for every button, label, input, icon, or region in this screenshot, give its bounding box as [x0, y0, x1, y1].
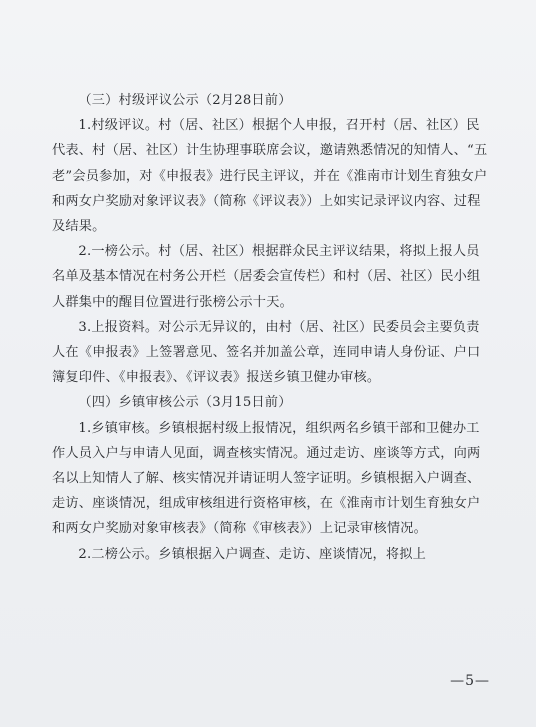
document-body — [52, 88, 492, 567]
paragraph-township-review: 1.乡镇审核。乡镇根据村级上报情况，组织两名乡镇干部和卫健办工作人员入户与申请人见面，调查核实情况。通过走访、座谈等方式，向两名以上知情人了解、核实情况并请证明人签字证明。乡镇根据入户调查、走访、座谈情况，组成审核组进行资格审核，在《淮南市计划生育独女户和两女户奖励对象审核表》（简称《审核表》）上记录审核情况。 — [52, 420, 481, 537]
paragraph-second-notice: 2.二榜公示。乡镇根据入户调查、走访、座谈情况，将拟上 — [78, 546, 427, 562]
section-heading-3: （三）村级评议公示（2月28日前） — [78, 93, 292, 108]
paragraph-first-notice: 2.一榜公示。村（居、社区）根据群众民主评议结果，将拟上报人员名单及基本情况在村务公开栏（居委会宣传栏）和村（居、社区）民小组人群集中的醒目位置进行张榜公示十天。 — [52, 244, 481, 310]
paragraph-village-review: 1.村级评议。村（居、社区）根据个人申报，召开村（居、社区）民代表、村（居、社区）计生协理事联席会议，邀请熟悉情况的知情人、“五老”会员参加，对《申报表》进行民主评议，并在《淮南市计划生育独女户和两女户奖励对象评议表》（简称《评议表》）上如实记录评议内容、过程及结果。 — [52, 118, 488, 235]
section-heading-4: （四）乡镇审核公示（3月15日前） — [78, 395, 292, 411]
page-number: —5— — [450, 673, 490, 689]
paragraph-submit-materials: 3.上报资料。对公示无异议的，由村（居、社区）民委员会主要负责人在《申报表》上签署意见、签名并加盖公章，连同申请人身份证、户口簿复印件、《申报表》、《评议表》报送乡镇卫健办审核。 — [52, 319, 481, 386]
